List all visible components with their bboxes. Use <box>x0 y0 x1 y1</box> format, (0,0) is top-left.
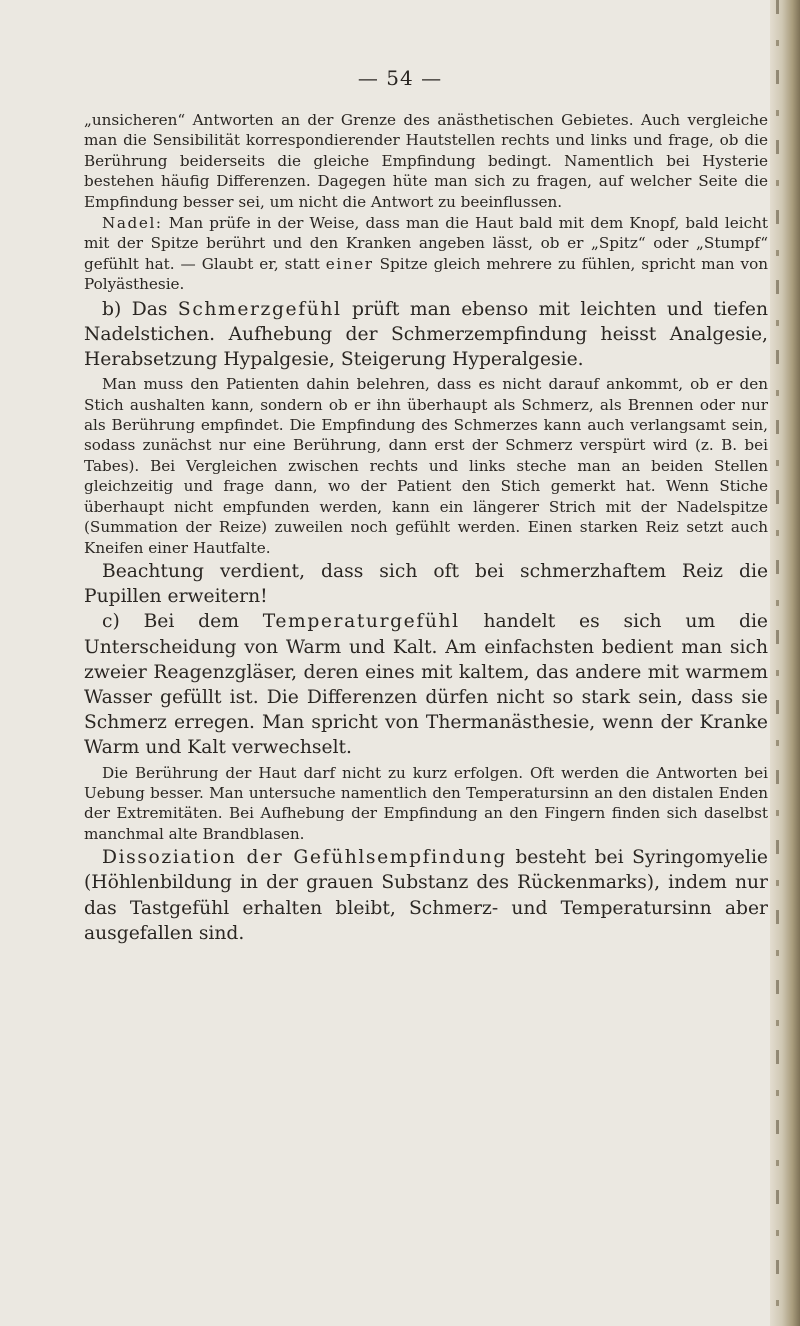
needle-text-a: Man prüfe in der Weise, dass man die Haut bald mit dem Knopf, bald leicht mit der Spitze berührt und den Kranken angeben lässt, ob er „Spitz“ oder „Stumpf“ gefühlt hat. — Glaubt er, statt <box>84 214 768 273</box>
pain-text-a: b) Das <box>102 298 178 320</box>
paragraph-patient-instruction: Man muss den Patienten dahin belehren, dass es nicht darauf ankommt, ob er den Stich aushalten kann, sondern ob er ihn überhaupt als Schmerz, als Brennen oder nur als Berührung empfindet. Die Empfindung des Schmerzes kann auch verlangsamt sein, sodass zunächst nur eine Berührung, dann erst der Schmerz verspürt wird (z. B. bei Tabes). Bei Vergleichen zwischen rechts und links steche man an beiden Stellen gleichzeitig und frage dann, wo der Patient den Stich gemerkt hat. Wenn Stiche überhaupt nicht empfunden werden, kann ein längerer Strich mit der Nadelspitze (Summation der Reize) zuweilen noch gefühlt werden. Einen starken Reiz setzt auch Kneifen einer Hautfalte. <box>84 375 768 557</box>
temperature-text-a: c) Bei dem <box>102 611 263 633</box>
paragraph-touch-duration: Die Berührung der Haut darf nicht zu kurz erfolgen. Oft werden die Antworten bei Uebung besser. Man untersuche namentlich den Temperatursinn an den distalen Enden der Extremitäten. Bei Aufhebung der Empfindung an den Fingern finden sich daselbst manchmal alte Brandblasen. <box>84 763 768 843</box>
paragraph-dissociation <box>84 845 768 946</box>
term-nadel: Nadel: <box>102 214 163 233</box>
paragraph-sensibility-comparison: „unsicheren“ Antworten an der Grenze des anästhetischen Gebietes. Auch vergleiche man die Sensibilität korrespondierender Hautstellen rechts und links und frage, ob die Berührung beiderseits die gleiche Empfindung bedingt. Namentlich bei Hysterie bestehen häufig Differenzen. Dagegen hüte man sich zu fragen, auf welcher Seite die Empfindung besser sei, um nicht die Antwort zu beeinflussen. <box>84 111 768 211</box>
paragraph-pupil-note: Beachtung verdient, dass sich oft bei schmerzhaftem Reiz die Pupillen erweitern! <box>84 560 768 608</box>
needle-text-b: Spitze gleich mehrere zu fühlen, spricht man von Polyästhesie. <box>84 254 768 294</box>
dissociation-text: besteht bei Syringomyelie (Höhlenbildung in der grauen Substanz des Rückenmarks), indem nur das Tastgefühl erhalten bleibt, Schmerz- und Temperatursinn aber ausgefallen sind. <box>84 847 768 944</box>
book-page-edge <box>770 0 800 1326</box>
page-number: — 54 — <box>357 66 443 90</box>
paragraph-temperature-sense <box>84 609 768 760</box>
temperature-text-b: handelt es sich um die Unterscheidung von Warm und Kalt. Am einfachsten bedient man sich zweier Reagenzgläser, deren eines mit kaltem, das andere mit warmem Wasser gefüllt ist. Die Differenzen dürfen nicht so stark sein, dass sie Schmerz erregen. Man spricht von Thermanästhesie, wenn der Kranke Warm und Kalt verwechselt. <box>84 611 768 759</box>
pain-text-b: prüft man ebenso mit leichten und tiefen Nadelstichen. Aufhebung der Schmerzempfindung heisst Analgesie, Herabsetzung Hypalgesie, Steigerung Hyperalgesie. <box>84 298 768 371</box>
emphasis-einer: einer <box>325 254 374 273</box>
page-body <box>84 110 768 946</box>
term-temperaturgefuehl: Temperaturgefühl <box>262 611 460 633</box>
term-dissoziation: Dissoziation der Gefühlsempfindung <box>102 847 507 869</box>
paragraph-pain-sense <box>84 297 768 373</box>
paragraph-needle <box>84 213 768 295</box>
term-schmerzgefuehl: Schmerzgefühl <box>177 298 342 320</box>
